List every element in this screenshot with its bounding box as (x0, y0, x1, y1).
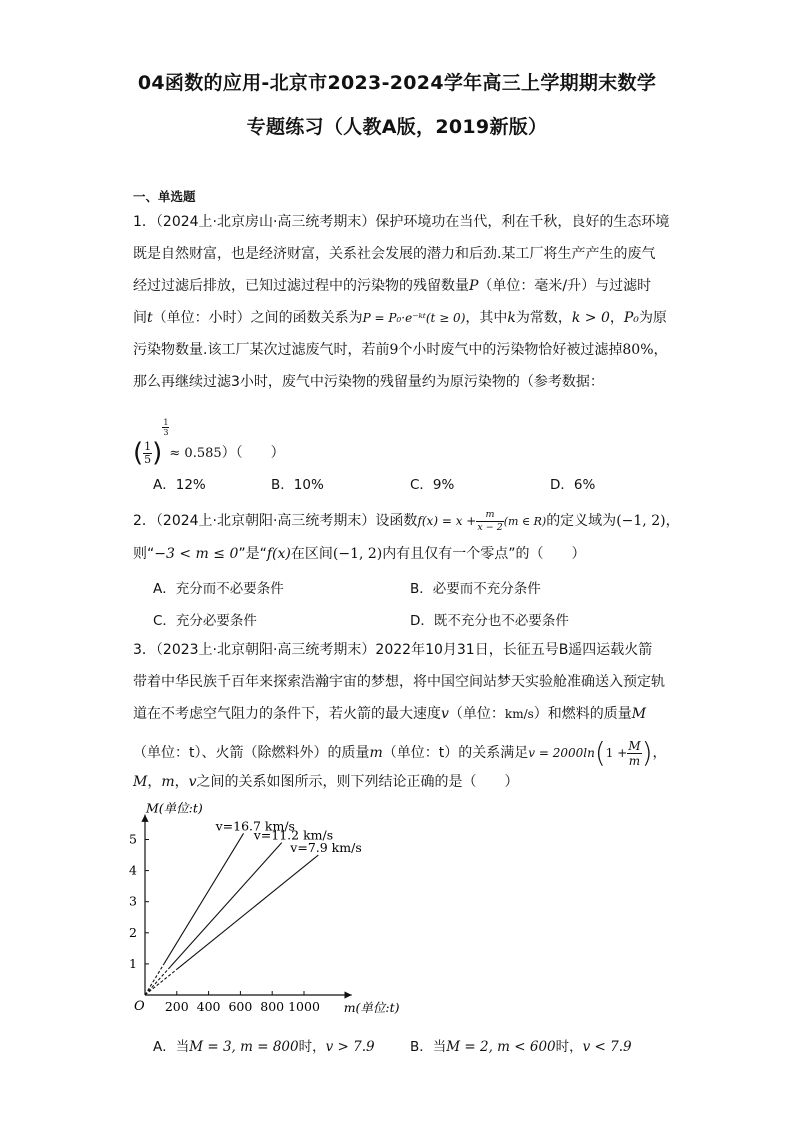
q3-text: （单位： (448, 706, 505, 722)
y-tick-label: 5 (129, 831, 137, 847)
q1-approx: ≈ 0.585 (169, 446, 222, 461)
q1-text: 经过过滤后排放，已知过滤过程中的污染物的残留数量 (133, 278, 469, 294)
q3-option-a-label: A．当 (153, 1039, 190, 1055)
y-tick-label: 3 (129, 893, 137, 909)
q3-line5 (133, 772, 519, 792)
q1-text: 间 (133, 310, 147, 326)
left-paren: ( (133, 438, 144, 468)
q3-option-b-condition: M = 2, m < 600 (446, 1039, 556, 1055)
x-tick-label: 800 (260, 999, 285, 1014)
x-tick-label: 600 (228, 999, 253, 1014)
q1-exponent: $\frac{1}{3}$ (163, 418, 169, 437)
q1-line5 (133, 340, 668, 360)
q2-line2 (133, 544, 586, 564)
series-line (177, 855, 319, 969)
q1-line1: 1．（2024上·北京房山·高三统考期末）保护环境功在当代，利在千秋，良好的生态环境 (133, 214, 670, 230)
right-paren: ) (641, 736, 653, 769)
q3-formula: v = 2000ln (528, 746, 595, 760)
series-line-dashed (145, 969, 177, 995)
q3-var-M: M (631, 706, 647, 722)
q3-var-v: v (441, 706, 449, 722)
series-line-dashed (145, 967, 170, 995)
q3-option-a-conclusion: v > 7.9 (325, 1039, 375, 1055)
q3-text: ， (147, 774, 162, 790)
q3-option-b[interactable] (410, 1035, 632, 1055)
series-line-dashed (145, 964, 164, 995)
q1-text: 为常数， (515, 310, 572, 326)
q1-line2: 既是自然财富，也是经济财富，关系社会发展的潜力和后劲.某工厂将生产产生的废气 (133, 246, 656, 262)
q2-option-a[interactable]: A．充分而不必要条件 (153, 581, 284, 597)
q3-option-a-condition: M = 3, m = 800 (189, 1039, 299, 1055)
q1-option-c[interactable]: C．9% (410, 477, 455, 493)
q2-text: 的定义域为 (546, 513, 617, 529)
origin-label: O (134, 999, 145, 1014)
q3-text: （单位：t）、火箭（除燃料外）的质量 (133, 745, 370, 761)
q3-var-m: m (161, 774, 175, 790)
q1-var-k: k (507, 310, 516, 326)
q3-formula-one: 1 + (605, 746, 628, 760)
q1-blank: ）（ ） (221, 445, 285, 461)
q3-line4 (133, 737, 667, 769)
q1-text: （单位：小时）之间的函数关系为 (152, 310, 363, 326)
q3-text: （单位：t）的关系满足 (382, 745, 529, 761)
q2-func: f(x) = x + (417, 514, 477, 528)
q1-var-P: P (469, 278, 479, 294)
q1-percent: 80% (622, 342, 654, 358)
q1-option-d[interactable]: D．6% (550, 477, 596, 493)
q2-fraction: $\frac{m}{x - 2}$ (477, 508, 503, 533)
q1-line6: 那么再继续过滤3小时，废气中污染物的残留量约为原污染物的（参考数据： (133, 374, 604, 390)
right-paren: ) (152, 438, 163, 468)
section-heading: 一、单选题 (133, 189, 196, 204)
q1-option-a[interactable]: A．12% (153, 477, 206, 493)
q2-option-d[interactable]: D．既不充分也不必要条件 (410, 613, 569, 629)
q3-option-b-label: B．当 (410, 1039, 447, 1055)
q3-text: ， (174, 774, 189, 790)
series-label: v=11.2 km/s (253, 827, 334, 843)
q2-interval: (−1, 2) (332, 546, 383, 562)
q3-text: ， (652, 745, 667, 761)
q1-var-P0: P₀ (623, 310, 639, 326)
q2-text: 2．（2024上·北京朝阳·高三统考期末）设函数 (133, 513, 418, 529)
left-paren: ( (594, 736, 606, 769)
x-tick-label: 1000 (288, 999, 320, 1014)
q3-unit: km/s (504, 707, 534, 721)
q3-var-m: m (369, 745, 383, 761)
q1-k-positive: k > 0 (571, 310, 610, 326)
q1-line7 (133, 418, 285, 468)
q3-option-b-conclusion: v < 7.9 (582, 1039, 632, 1055)
q2-fx: f(x) (266, 546, 291, 562)
q3-fraction: $\frac{M}{m}$ (628, 738, 641, 768)
q1-text: 污染物数量.该工厂某次过滤废气时，若前 (133, 342, 390, 358)
q1-var-t: t (147, 310, 153, 326)
q1-option-b[interactable]: B．10% (271, 477, 324, 493)
y-axis-label: M(单位:t) (146, 800, 203, 816)
series-label: v=7.9 km/s (290, 840, 362, 856)
q1-text: 为原 (638, 310, 667, 326)
q3-text: 道在不考虑空气阻力的条件下，若火箭的最大速度 (133, 706, 441, 722)
q3-line3 (133, 704, 646, 724)
q3-text: ）和燃料的质量 (533, 706, 632, 722)
x-tick-label: 200 (164, 999, 189, 1014)
page-title-line2: 专题练习（人教A版，2019新版） (246, 116, 548, 138)
velocity-chart (128, 800, 408, 1025)
q3-option-b-text: 时， (555, 1039, 583, 1055)
q2-text: 内有且仅有一个零点”的（ ） (382, 546, 586, 562)
q2-text: ， (665, 513, 680, 529)
q2-domain-m: (m ∈ R) (503, 515, 547, 528)
q1-line4 (133, 308, 667, 328)
q1-text: ， (653, 342, 668, 358)
y-tick-label: 2 (129, 924, 137, 940)
q1-text: ，其中 (465, 310, 508, 326)
q2-text: 在区间 (290, 546, 333, 562)
q3-option-a-text: 时， (298, 1039, 326, 1055)
q1-text: 个小时废气中的污染物恰好被过滤掉 (398, 342, 623, 358)
q2-option-b[interactable]: B．必要而不充分条件 (410, 581, 541, 597)
q1-line3 (133, 276, 651, 296)
y-tick-label: 1 (129, 955, 137, 971)
q2-option-c[interactable]: C．充分必要条件 (153, 613, 257, 629)
q2-text: ”是“ (238, 546, 267, 562)
q1-fraction: $\frac{1}{5}$ (144, 439, 152, 466)
q1-hours: 9 (389, 342, 399, 358)
q3-var-M: M (133, 774, 148, 790)
series-label: v=16.7 km/s (215, 818, 295, 834)
q1-text: ， (609, 310, 624, 326)
x-axis-label: m(单位:t) (343, 1000, 400, 1015)
q3-line1: 3．（2023上·北京朝阳·高三统考期末）2022年10月31日，长征五号B遥四运载火箭 (133, 642, 653, 658)
x-tick-label: 400 (196, 999, 221, 1014)
y-tick-label: 4 (129, 862, 137, 878)
q2-condition: −3 < m ≤ 0 (154, 546, 239, 562)
q3-var-v: v (188, 774, 197, 790)
q2-interval: (−1, 2) (616, 513, 666, 529)
q2-text: 则“ (133, 546, 155, 562)
q1-formula: P = P₀·e⁻ᵏᵗ(t ≥ 0) (362, 311, 466, 325)
q1-text: （单位：毫米/升）与过滤时 (478, 278, 652, 294)
q2-line1 (133, 508, 680, 535)
page-title-line1: 04函数的应用-北京市2023-2024学年高三上学期期末数学 (137, 72, 657, 94)
q3-text: 之间的关系如图所示，则下列结论正确的是（ ） (196, 774, 519, 790)
q3-line2: 带着中华民族千百年来探索浩瀚宇宙的梦想，将中国空间站梦天实验舱准确送入预定轨 (133, 674, 665, 690)
q3-option-a[interactable] (153, 1035, 375, 1055)
